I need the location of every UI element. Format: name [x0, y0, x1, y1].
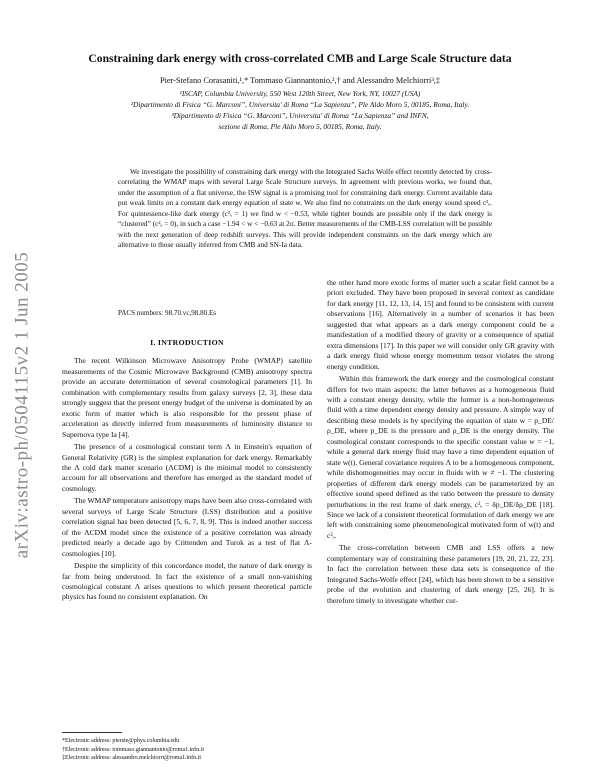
footnote-email-2: †Electronic address: tommaso.giannantonio@roma1.infn.it [62, 746, 204, 753]
affiliation-2: ²Dipartimento di Fisica “G. Marconi”, Universita' di Roma “La Sapienza”, Ple Aldo Moro 5, 00185, Roma, Italy. [130, 100, 470, 109]
affiliation-1: ¹ISCAP, Columbia University, 550 West 120th Street, New York, NY, 10027 (USA) [179, 89, 421, 98]
abstract-text: We investigate the possibility of constraining dark energy with the Integrated Sachs Wolfe effect recently detected by cross-correlating the WMAP maps with several Large Scale Structure surveys. In agreement with previous works, we found that, under the assumption of a flat universe, the ISW signal is a promising tool for constraining dark energy. Current available data put weak limits on a constant dark energy equation of state w. We also find no constraints on the dark energy sound speed c²ₑ. For quintessence-like dark energy (c²ₑ = 1) we find w < −0.53, while tighter bounds are possible only if the dark energy is “clustered” (c²ₑ = 0), in such a case −1.94 < w < −0.63 at 2σ. Better measurements of the CMB-LSS correlation will be possible with the next generation of deep redshift surveys. This will provide independent constraints on the dark energy which are alternative to those usually inferred from CMB and SN-Ia data. [118, 167, 492, 250]
affiliation-3-cont: sezione di Roma, Ple Aldo Moro 5, 00185, Roma, Italy. [218, 122, 382, 131]
pacs-numbers: PACS numbers: 98.70.vc,98.80.Es [118, 309, 217, 317]
paragraph: The cross-correlation between CMB and LSS offers a new complementary way of constraining these parameters [19, 20, 21, 22, 23]. In fact the correlation between these data sets is consequence of the Integrated Sachs-Wolfe effect [24], which has been shown to be a sensitive probe of the evolution and clustering of dark energy [25, 26]. It is therefore timely to investigate whether cur- [327, 543, 554, 605]
left-column [62, 338, 312, 605]
paragraph: the other hand more exotic forms of matter such a scalar field cannot be a priori excluded. They have been proposed in several context as candidate for dark energy [11, 12, 13, 14, 15] and found to be consistent with current observations [16]. Alternatively in a number of scenarios it has been suggested that what appears as a dark energy component could be a manifestation of a modified theory of gravity or a consequence of spatial extra dimensions [17]. In this paper we will consider only GR gravity with a dark energy fluid whose energy momentum tensor violates the strong energy condition. [327, 278, 554, 371]
affiliations [40, 88, 560, 132]
paragraph: The recent Wilkinson Microwave Anisotropy Probe (WMAP) satellite measurements of the Cosmic Microwave Background (CMB) anisotropy spectra provide an accurate determination of several cosmological parameters [1]. In combination with complementary results from galaxy surveys [2, 3], these data strongly suggest that the present energy budget of the universe is dominated by an exotic form of matter which is also responsible for the present phase of acceleration as directly inferred from measurements of luminosity distance to Supernova type Ia [4]. [62, 356, 312, 439]
footnote-email-1: *Electronic address: pierste@phys.columbia.edu [62, 738, 180, 744]
author-list: Pier-Stefano Corasaniti,¹,* Tommaso Giannantonio,²,† and Alessandro Melchiorri³,‡ [159, 76, 441, 85]
arxiv-stamp [2, 210, 42, 600]
paragraph: Despite the simplicity of this concordance model, the nature of dark energy is far from being understood. In fact the existence of a small non-vanishing cosmological constant Λ arises questions to which present theoretical particle physics has found no consistent explanation. On [62, 561, 312, 602]
arxiv-id: arXiv:astro-ph/0504115v2 1 Jun 2005 [11, 251, 32, 559]
footnote-divider [62, 732, 122, 733]
right-column [327, 278, 554, 608]
paragraph: Within this framework the dark energy and the cosmological constant differs for two main aspects: the latter behaves as a homogeneous fluid with a constant energy density, while the former is a non-homogeneous fluid with a time dependent energy density and pressure. A simple way of describing these models is by specifying the equation of state w = p_DE/ρ_DE, where p_DE is the pressure and ρ_DE is the energy density. The cosmological constant corresponds to the specific constant value w = −1, while a general dark energy fluid may have a time dependent equation of state w(t). General covariance requires Λ to be a homogeneous component, while dishomogeneities may occur in fluids with w ≠ −1. The clustering properties of different dark energy models can be parameterized by an effective sound speed defined as the ratio between the pressure to density perturbations in the rest frame of dark energy, c²ₑ = δp_DE/δρ_DE [18]. Since we lack of a consistent theoretical formulation of dark energy we are left with constraining some phenomenological motivated form of w(t) and c²ₑ. [327, 374, 554, 540]
abstract [118, 167, 492, 251]
footnotes [62, 737, 312, 763]
section-heading-introduction: I. INTRODUCTION [150, 338, 224, 347]
affiliation-3: ³Dipartimento di Fisica “G. Marconi”, Universita' di Roma “La Sapienza” and INFN, [171, 111, 429, 120]
paper-title: Constraining dark energy with cross-correlated CMB and Large Scale Structure data [88, 52, 512, 65]
paragraph: The presence of a cosmological constant term Λ in Einstein's equation of General Relativity (GR) is the simplest explanation for dark energy. Remarkably the Λ cold dark matter scenario (ΛCDM) is the minimal model to consistently account for all observations and therefore has emerged as the standard model of cosmology. [62, 442, 312, 493]
paragraph: The WMAP temperature anisotropy maps have been also cross-correlated with several surveys of Large Scale Structure (LSS) distribution and a positive correlation signal has been detected [5, 6, 7, 8, 9]. This is indeed another success of the ΛCDM model since the existence of a positive correlation was already predicted nearly a decade ago by Crittenden and Turok as a test of flat Λ-cosmologies [10]. [62, 496, 312, 558]
footnote-email-3: ‡Electronic address: alessandro.melchiorri@roma1.infn.it [62, 755, 201, 762]
